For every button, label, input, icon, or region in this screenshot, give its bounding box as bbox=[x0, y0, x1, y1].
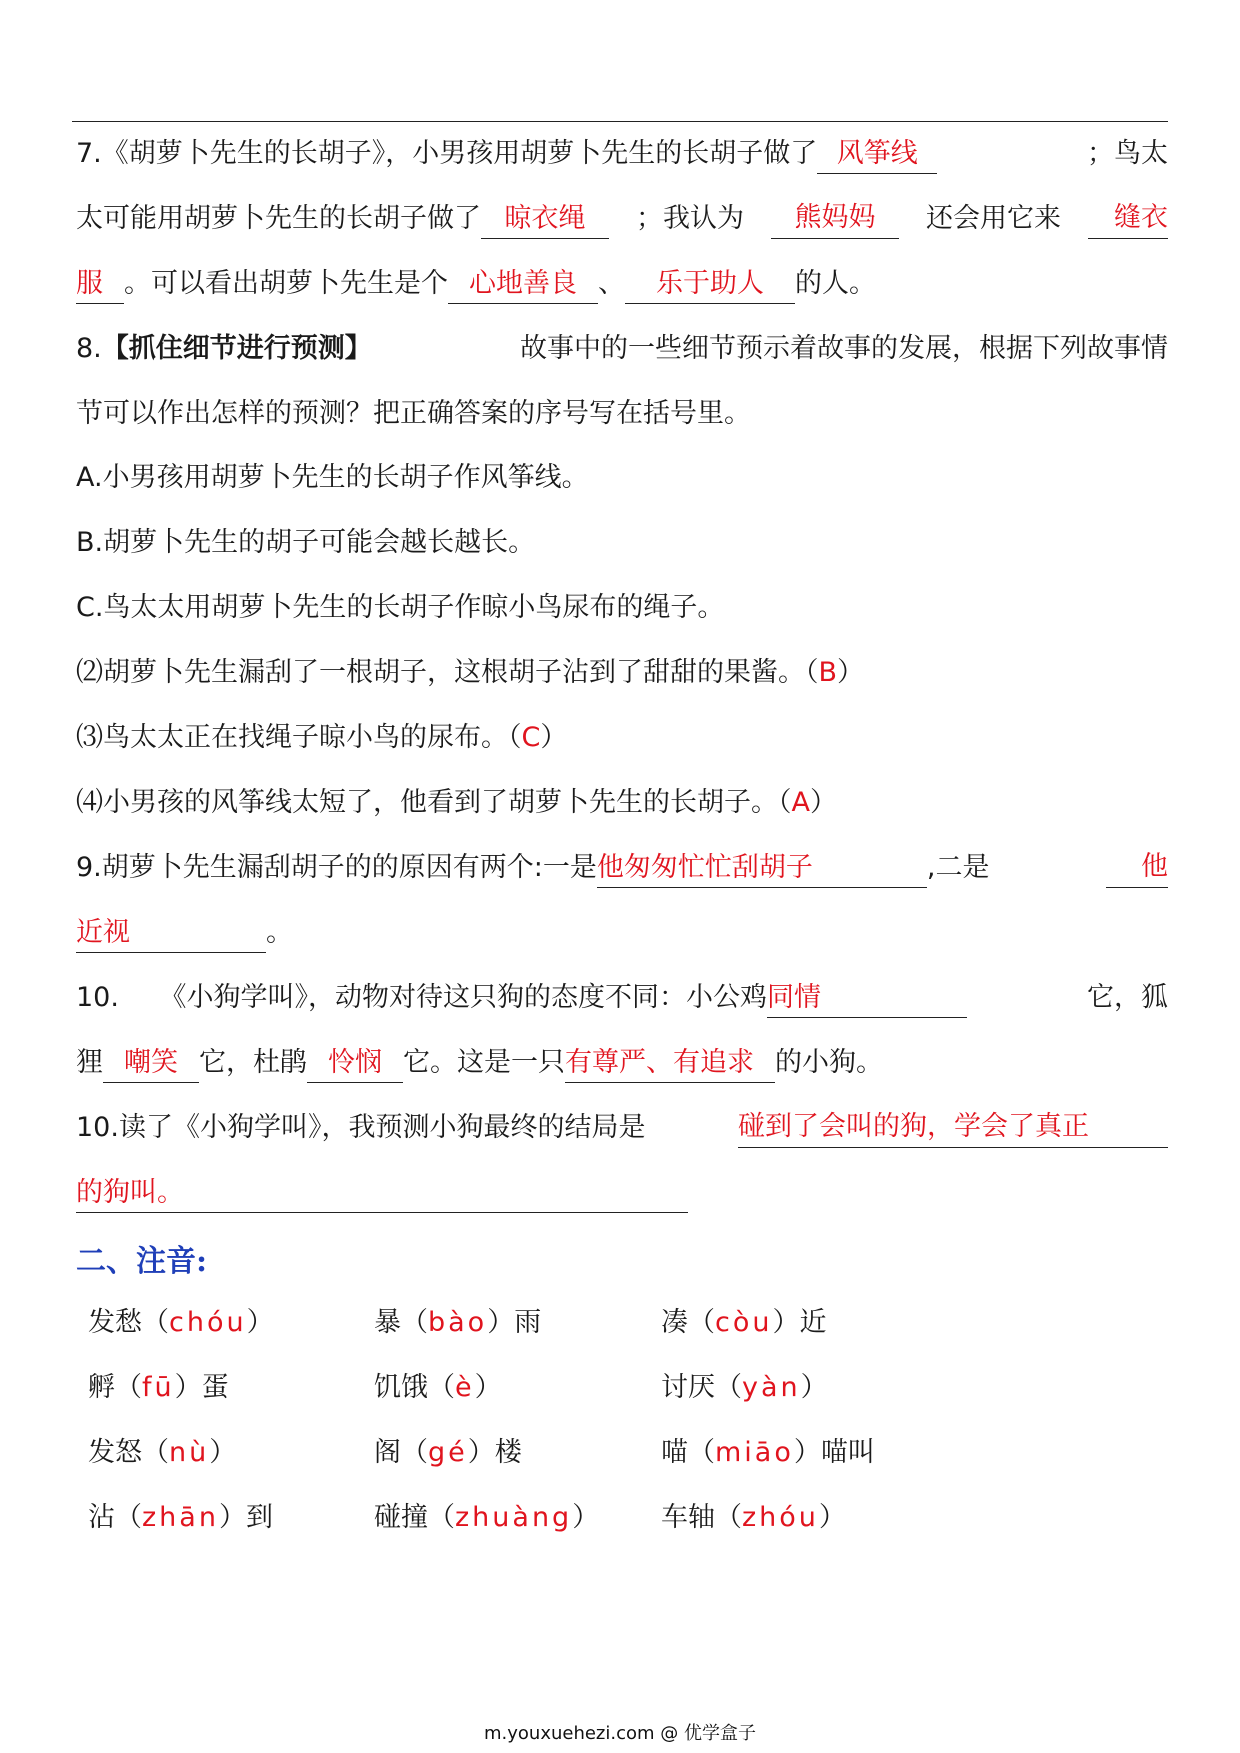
q7-text-2c: 还会用它来 bbox=[926, 203, 1061, 234]
section-2-title: 二、注音: bbox=[76, 1244, 208, 1279]
pinyin-item: 饥饿（è） bbox=[374, 1372, 502, 1403]
q7-blank-4a: 缝衣 bbox=[1088, 199, 1168, 239]
q9-blank-1: 他匆匆忙忙刮胡子 bbox=[597, 849, 927, 888]
q9-line-2: 近视 。 bbox=[76, 913, 1168, 953]
q9-blank-2b: 近视 bbox=[76, 914, 266, 953]
pinyin-item: 孵（fū）蛋 bbox=[88, 1372, 229, 1403]
q8-line-1: 8.【抓住细节进行预测】 故事中的一些细节预示着故事的发展，根据下列故事情 bbox=[76, 333, 1168, 364]
q7-blank-2: 晾衣绳 bbox=[481, 200, 609, 239]
q7-line-3: 服 。可以看出胡萝卜先生是个 心地善良 、 乐于助人 的人。 bbox=[76, 264, 1168, 304]
q7-blank-1: 风筝线 bbox=[817, 135, 937, 174]
q8-answer-3: C bbox=[521, 722, 541, 753]
q8-option-c: C.鸟太太用胡萝卜先生的长胡子作晾小鸟尿布的绳子。 bbox=[76, 592, 725, 623]
q10b-blank-1a: 碰到了会叫的狗，学会了真正 bbox=[738, 1108, 1168, 1148]
q8-tag: 【抓住细节进行预测】 bbox=[101, 333, 372, 364]
q10b-blank-1b: 的狗叫。 bbox=[76, 1174, 688, 1213]
q8-option-b: B.胡萝卜先生的胡子可能会越长越长。 bbox=[76, 527, 536, 558]
q8-item-2: ⑵胡萝卜先生漏刮了一根胡子，这根胡子沾到了甜甜的果酱。（B） bbox=[76, 657, 865, 688]
q7-line-2 bbox=[76, 199, 1168, 239]
q9-line-1: 9.胡萝卜先生漏刮胡子的的原因有两个:一是他匆匆忙忙刮胡子 ,二是 他 bbox=[76, 848, 1168, 888]
q7-text-2b: ；我认为 bbox=[636, 203, 744, 234]
q10a-blank-2: 嘲笑 bbox=[103, 1044, 199, 1083]
q10a-line-1: 10. 《小狗学叫》，动物对待这只狗的态度不同：小公鸡同情 它，狐 bbox=[76, 978, 1168, 1018]
pinyin-item: 发怒（nù） bbox=[88, 1437, 237, 1468]
q10a-blank-1: 同情 bbox=[767, 979, 967, 1018]
pinyin-item: 发愁（chóu） bbox=[88, 1307, 274, 1338]
q10a-line-2: 狸 嘲笑 它，杜鹃 怜悯 它。这是一只有尊严、有追求 的小狗。 bbox=[76, 1043, 1168, 1083]
q10a-blank-4: 有尊严、有追求 bbox=[565, 1044, 775, 1083]
q8-line-2: 节可以作出怎样的预测？把正确答案的序号写在括号里。 bbox=[76, 398, 751, 429]
q7-text-2a: 太可能用胡萝卜先生的长胡子做了 晾衣绳 bbox=[76, 199, 609, 239]
q7-text-1: 7.《胡萝卜先生的长胡子》，小男孩用胡萝卜先生的长胡子做了 风筝线 bbox=[76, 134, 937, 174]
header-rule bbox=[72, 121, 1168, 122]
q8-option-a: A.小男孩用胡萝卜先生的长胡子作风筝线。 bbox=[76, 462, 589, 493]
pinyin-item: 沾（zhān）到 bbox=[88, 1502, 273, 1533]
q7-text-1b: ；鸟太 bbox=[1087, 138, 1168, 169]
q10a-blank-3: 怜悯 bbox=[307, 1044, 403, 1083]
q8-item-4: ⑷小男孩的风筝线太短了，他看到了胡萝卜先生的长胡子。（A） bbox=[76, 787, 837, 818]
q8-answer-2: B bbox=[818, 657, 838, 688]
q10b-line-2 bbox=[76, 1173, 1168, 1213]
q8-answer-4: A bbox=[791, 787, 810, 818]
q7-blank-5: 心地善良 bbox=[448, 265, 598, 304]
q7-blank-6: 乐于助人 bbox=[625, 265, 795, 304]
q7-blank-4b: 服 bbox=[76, 265, 124, 304]
pinyin-item: 车轴（zhóu） bbox=[661, 1502, 846, 1533]
pinyin-item: 喵（miāo）喵叫 bbox=[661, 1437, 875, 1468]
q7-blank-3: 熊妈妈 bbox=[771, 199, 899, 239]
q9-blank-2a: 他 bbox=[1106, 848, 1168, 888]
q8-item-3: ⑶鸟太太正在找绳子晾小鸟的尿布。（C） bbox=[76, 722, 568, 753]
pinyin-item: 暴（bào）雨 bbox=[374, 1307, 542, 1338]
footer-site-label[interactable]: m.youxuehezi.com @ 优学盒子 bbox=[483, 1723, 756, 1744]
q10b-line-1: 10.读了《小狗学叫》，我预测小狗最终的结局是 碰到了会叫的狗，学会了真正 bbox=[76, 1108, 1168, 1148]
q7-line-1 bbox=[76, 134, 1168, 174]
pinyin-item: 阁（gé）楼 bbox=[374, 1437, 522, 1468]
pinyin-item: 凑（còu）近 bbox=[661, 1307, 827, 1338]
pinyin-item: 讨厌（yàn） bbox=[661, 1372, 828, 1403]
pinyin-item: 碰撞（zhuàng） bbox=[374, 1502, 600, 1533]
